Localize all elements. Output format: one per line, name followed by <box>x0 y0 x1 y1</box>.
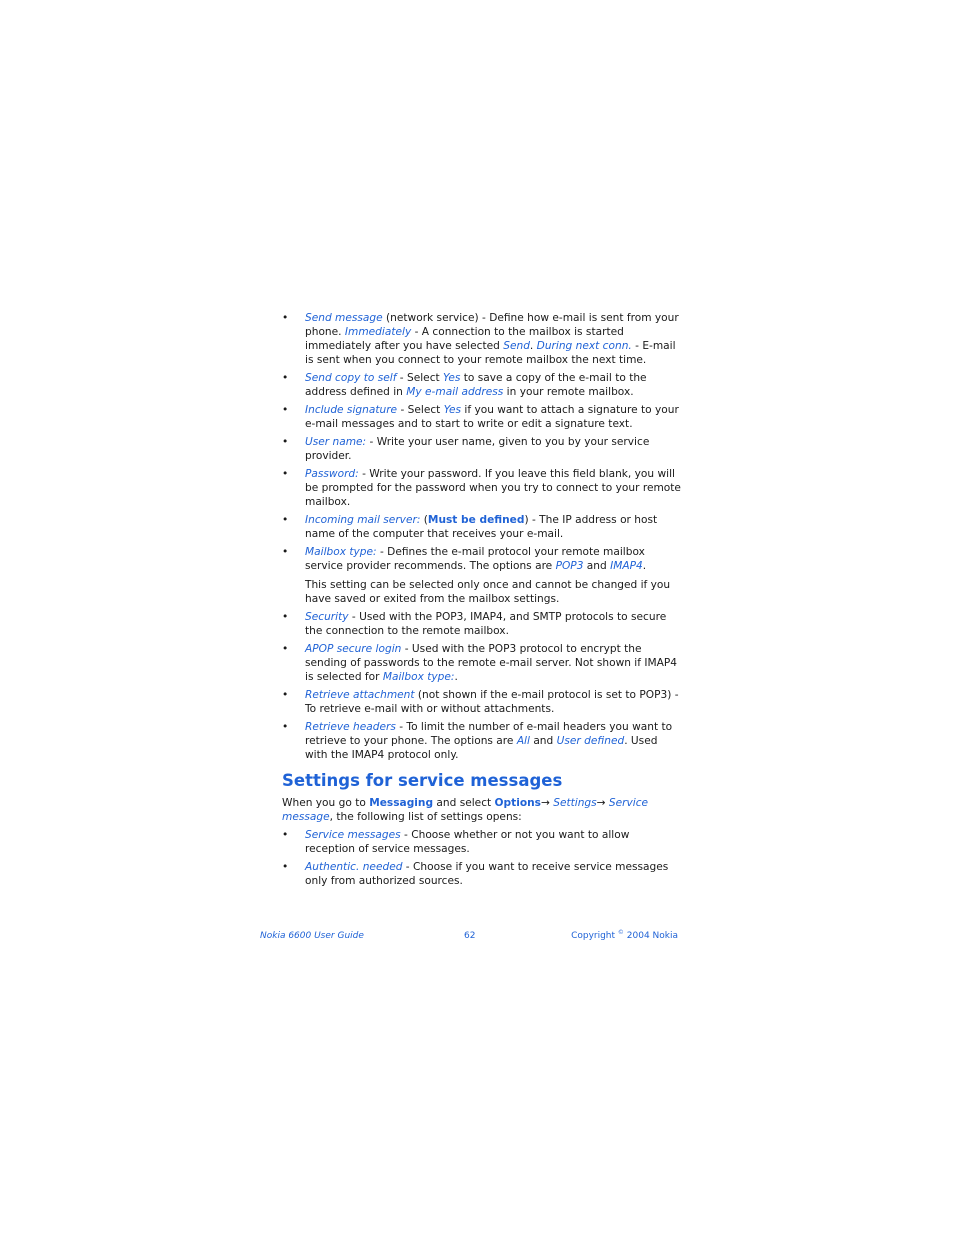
footer-page-number: 62 <box>464 931 476 941</box>
list-item-service-messages: • Service messages - Choose whether or not you want to allow reception of service messages. <box>282 828 682 856</box>
footer-copyright: Copyright © 2004 Nokia <box>571 929 678 941</box>
list-item-password: • Password: - Write your password. If you leave this field blank, you will be prompted for the password when you try to connect to your remote mailbox. <box>282 467 682 509</box>
list-item-authentic-needed: • Authentic. needed - Choose if you want to receive service messages only from authorized sources. <box>282 860 682 888</box>
list-item-security: • Security - Used with the POP3, IMAP4, and SMTP protocols to secure the connection to the remote mailbox. <box>282 610 682 638</box>
list-item-mailbox-type: • Mailbox type: - Defines the e-mail protocol your remote mailbox service provider recommends. The options are POP3 and IMAP4. <box>282 545 682 573</box>
list-item-apop-secure-login: • APOP secure login - Used with the POP3 protocol to encrypt the sending of passwords to the remote e-mail server. Not shown if IMAP4 is selected for Mailbox type:. <box>282 642 682 684</box>
page-content <box>282 311 682 892</box>
list-item-user-name: • User name: - Write your user name, given to you by your service provider. <box>282 435 682 463</box>
list-item-retrieve-attachment: • Retrieve attachment (not shown if the e-mail protocol is set to POP3) - To retrieve e-mail with or without attachments. <box>282 688 682 716</box>
copyright-symbol: © <box>617 929 624 936</box>
list-item-retrieve-headers: • Retrieve headers - To limit the number of e-mail headers you want to retrieve to your phone. The options are All and User defined. Used with the IMAP4 protocol only. <box>282 720 682 762</box>
footer-guide-title: Nokia 6600 User Guide <box>260 931 364 941</box>
section-heading: Settings for service messages <box>282 771 563 790</box>
list-item-send-copy-to-self: • Send copy to self - Select Yes to save a copy of the e-mail to the address defined in My e-mail address in your remote mailbox. <box>282 371 682 399</box>
list-item-send-message: • Send message (network service) - Define how e-mail is sent from your phone. Immediately - A connection to the mailbox is started immediately after you have selected Send. During next conn. - E-mail is sent when you connect to your remote mailbox the next time. <box>282 311 682 367</box>
mailbox-type-note: This setting can be selected only once and cannot be changed if you have saved or exited from the mailbox settings. <box>305 579 671 605</box>
list-item-incoming-mail-server: • Incoming mail server: (Must be defined) - The IP address or host name of the computer that receives your e-mail. <box>282 513 682 541</box>
section-intro: When you go to Messaging and select Options→ Settings→ Service message, the following list of settings opens: <box>282 797 649 823</box>
list-item-include-signature: • Include signature - Select Yes if you want to attach a signature to your e-mail messages and to start to write or edit a signature text. <box>282 403 682 431</box>
